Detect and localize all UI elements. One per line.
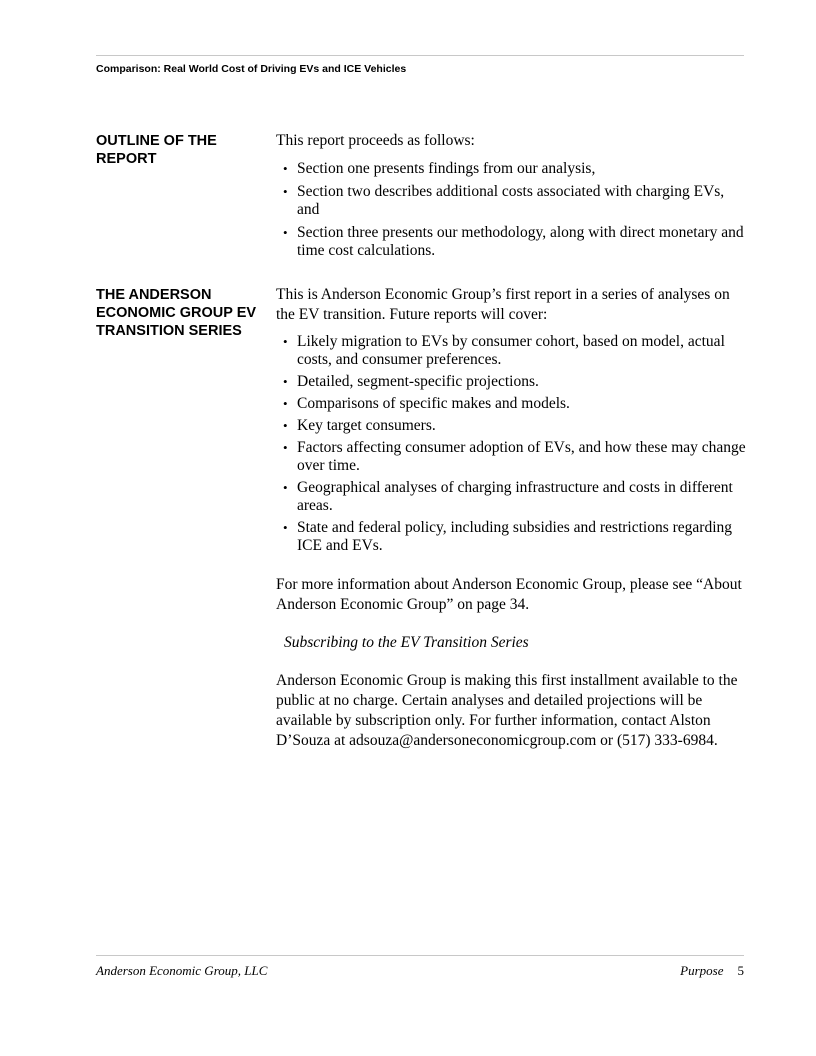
subscribe-paragraph: [276, 671, 746, 751]
list-item: • Likely migration to EVs by consumer cohort, based on model, actual costs, and consumer preferences.: [276, 333, 746, 369]
list-item: • Geographical analyses of charging infrastructure and costs in different areas.: [276, 479, 746, 515]
more-info-paragraph: [276, 575, 746, 615]
series-list: [276, 333, 746, 555]
outline-heading: OUTLINE OF THE REPORT: [96, 133, 217, 167]
outline-list: [276, 160, 746, 260]
list-item: • Section two describes additional costs associated with charging EVs, and: [276, 183, 746, 219]
footer-company: Anderson Economic Group, LLC: [96, 963, 268, 978]
series-heading: THE ANDERSON ECONOMIC GROUP EV TRANSITION SERIES: [96, 287, 257, 339]
list-item: • Section one presents findings from our analysis,: [276, 160, 746, 178]
subscribe-text: Anderson Economic Group is making this first installment available to the public at no charge. Certain analyses and detailed projections will be available by subscription only. For further information, contact Alston D’Souza at adsouza@andersoneconomicgroup.com or (517) 333-6984.: [276, 672, 738, 749]
running-header-title: Comparison: Real World Cost of Driving EVs and ICE Vehicles: [96, 63, 407, 75]
footer-rule: [96, 955, 744, 956]
footer-section-page: [680, 963, 744, 979]
list-item: • Factors affecting consumer adoption of EVs, and how these may change over time.: [276, 439, 746, 475]
series-intro: This is Anderson Economic Group’s first report in a series of analyses on the EV transition. Future reports will cover:: [276, 286, 730, 323]
header-rule: [96, 55, 744, 56]
outline-intro: This report proceeds as follows:: [276, 132, 475, 149]
list-item: • State and federal policy, including subsidies and restrictions regarding ICE and EVs.: [276, 519, 746, 555]
list-item: • Detailed, segment-specific projections.: [276, 373, 746, 391]
footer-section: Purpose: [680, 963, 724, 978]
series-body: [276, 285, 746, 555]
page-number: 5: [737, 963, 744, 978]
list-item: • Section three presents our methodology, along with direct monetary and time cost calculations.: [276, 224, 746, 260]
list-item: • Key target consumers.: [276, 417, 746, 435]
subscribe-heading: Subscribing to the EV Transition Series: [284, 634, 529, 651]
more-info-text: For more information about Anderson Economic Group, please see “About Anderson Economic Group” on page 34.: [276, 576, 742, 613]
outline-body: [276, 131, 746, 260]
list-item: • Comparisons of specific makes and models.: [276, 395, 746, 413]
